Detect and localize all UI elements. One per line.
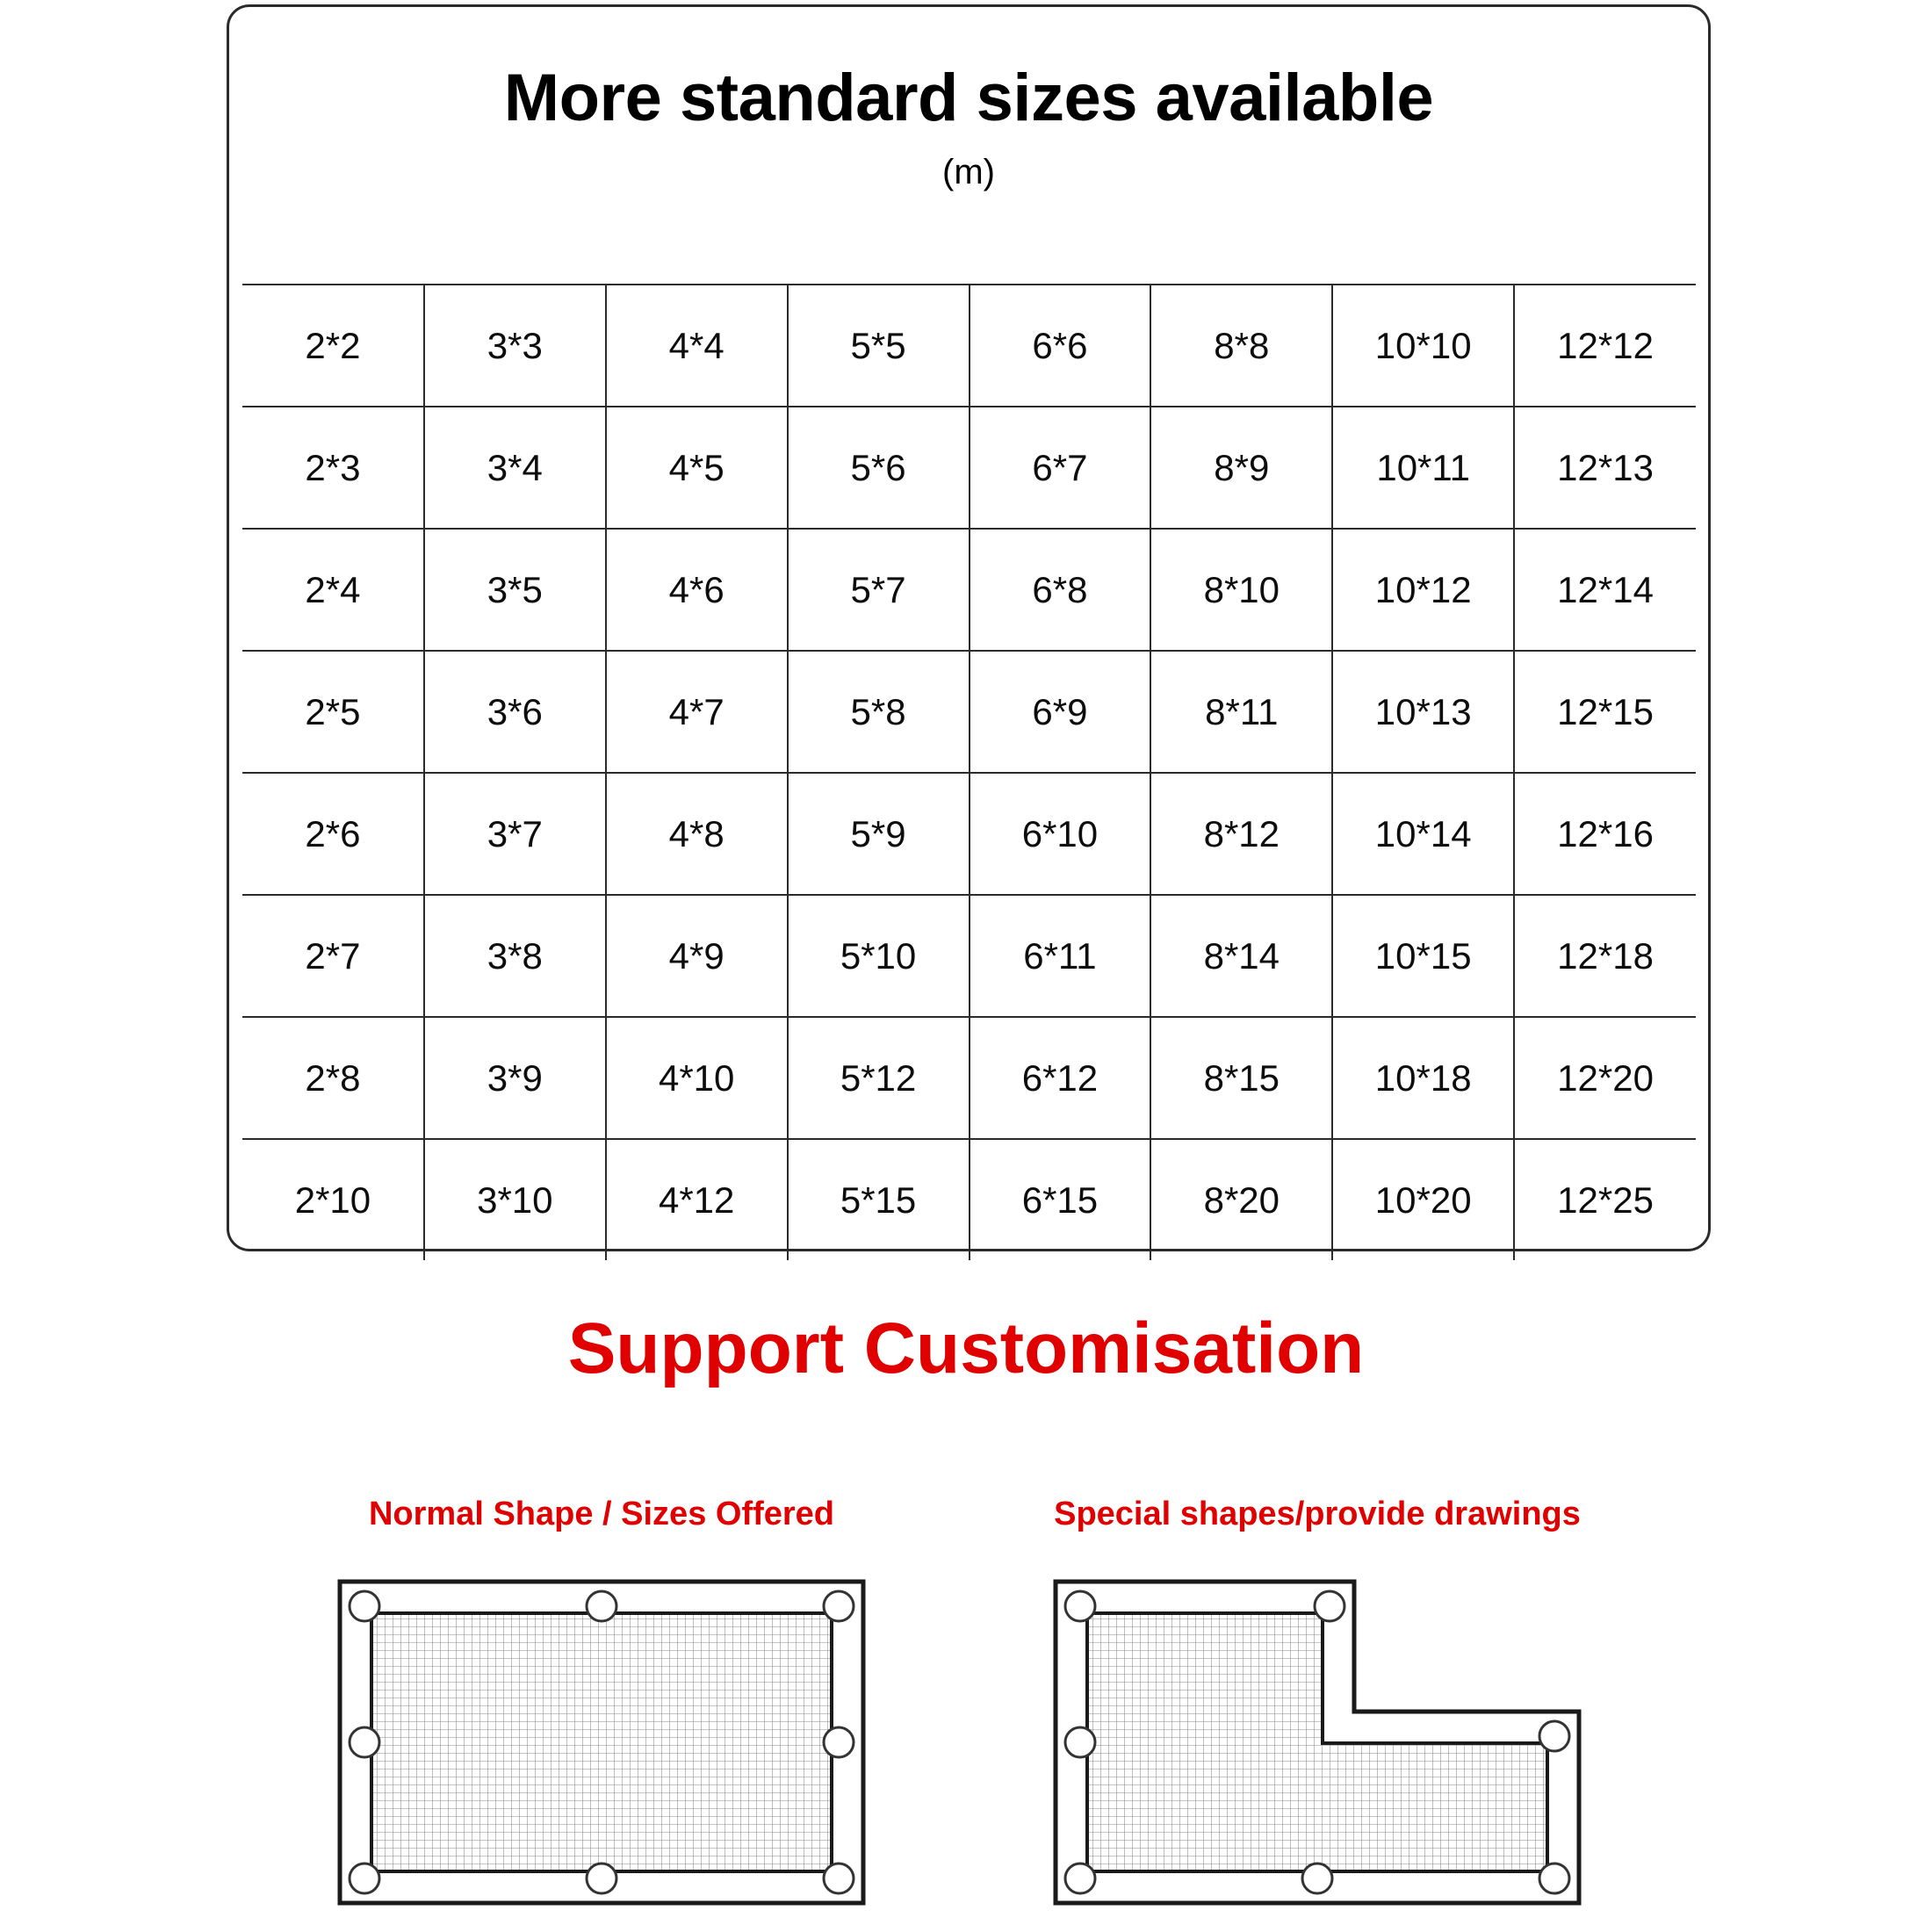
size-cell: 8*11 [1150, 651, 1332, 773]
table-row [242, 895, 1696, 1017]
size-cell: 8*14 [1150, 895, 1332, 1017]
table-row [242, 1139, 1696, 1260]
sizes-table [242, 284, 1696, 1260]
size-cell: 5*7 [788, 529, 970, 651]
size-cell: 6*12 [970, 1017, 1151, 1139]
size-cell: 10*15 [1332, 895, 1514, 1017]
rectangle-tarp-icon [329, 1571, 874, 1914]
size-cell: 2*7 [242, 895, 424, 1017]
size-cell: 12*15 [1514, 651, 1696, 773]
size-cell: 4*7 [606, 651, 788, 773]
shape-option-special [878, 1497, 1756, 1914]
size-cell: 2*6 [242, 773, 424, 895]
table-row [242, 1017, 1696, 1139]
table-row [242, 529, 1696, 651]
table-row [242, 407, 1696, 529]
size-cell: 5*9 [788, 773, 970, 895]
size-cell: 2*2 [242, 285, 424, 407]
size-cell: 2*10 [242, 1139, 424, 1260]
size-cell: 6*11 [970, 895, 1151, 1017]
size-cell: 8*10 [1150, 529, 1332, 651]
size-cell: 5*15 [788, 1139, 970, 1260]
size-cell: 8*8 [1150, 285, 1332, 407]
size-cell: 5*6 [788, 407, 970, 529]
size-cell: 8*9 [1150, 407, 1332, 529]
size-cell: 12*20 [1514, 1017, 1696, 1139]
size-cell: 12*16 [1514, 773, 1696, 895]
size-cell: 8*12 [1150, 773, 1332, 895]
table-row [242, 285, 1696, 407]
size-cell: 6*6 [970, 285, 1151, 407]
size-cell: 4*5 [606, 407, 788, 529]
size-cell: 3*5 [424, 529, 606, 651]
size-cell: 10*11 [1332, 407, 1514, 529]
size-cell: 3*7 [424, 773, 606, 895]
size-cell: 12*25 [1514, 1139, 1696, 1260]
size-cell: 12*18 [1514, 895, 1696, 1017]
size-cell: 4*8 [606, 773, 788, 895]
size-cell: 6*9 [970, 651, 1151, 773]
size-cell: 12*13 [1514, 407, 1696, 529]
size-cell: 10*10 [1332, 285, 1514, 407]
table-row [242, 773, 1696, 895]
unit-note: (m) [942, 153, 995, 191]
size-cell: 3*4 [424, 407, 606, 529]
size-cell: 12*14 [1514, 529, 1696, 651]
size-cell: 6*10 [970, 773, 1151, 895]
size-cell: 5*12 [788, 1017, 970, 1139]
size-cell: 10*18 [1332, 1017, 1514, 1139]
size-cell: 8*20 [1150, 1139, 1332, 1260]
support-customisation-heading: Support Customisation [567, 1308, 1365, 1388]
shape-options [0, 1497, 1932, 1932]
table-row [242, 651, 1696, 773]
shape-caption-normal: Normal Shape / Sizes Offered [368, 1496, 835, 1532]
size-cell: 6*8 [970, 529, 1151, 651]
size-cell: 4*9 [606, 895, 788, 1017]
size-cell: 10*20 [1332, 1139, 1514, 1260]
size-cell: 4*6 [606, 529, 788, 651]
size-cell: 10*14 [1332, 773, 1514, 895]
size-cell: 2*4 [242, 529, 424, 651]
size-cell: 5*10 [788, 895, 970, 1017]
size-cell: 2*5 [242, 651, 424, 773]
l-shaped-tarp-icon [1045, 1571, 1590, 1914]
size-cell: 6*7 [970, 407, 1151, 529]
size-cell: 10*13 [1332, 651, 1514, 773]
shape-caption-special: Special shapes/provide drawings [1054, 1496, 1581, 1532]
size-cell: 4*4 [606, 285, 788, 407]
size-cell: 2*8 [242, 1017, 424, 1139]
size-cell: 12*12 [1514, 285, 1696, 407]
size-cell: 3*9 [424, 1017, 606, 1139]
standard-sizes-panel [227, 4, 1711, 1251]
size-cell: 4*12 [606, 1139, 788, 1260]
size-cell: 8*15 [1150, 1017, 1332, 1139]
size-cell: 3*6 [424, 651, 606, 773]
size-cell: 3*3 [424, 285, 606, 407]
size-cell: 10*12 [1332, 529, 1514, 651]
size-cell: 3*10 [424, 1139, 606, 1260]
size-cell: 3*8 [424, 895, 606, 1017]
size-cell: 4*10 [606, 1017, 788, 1139]
size-cell: 2*3 [242, 407, 424, 529]
page-title: More standard sizes available [503, 61, 1434, 135]
size-cell: 6*15 [970, 1139, 1151, 1260]
size-cell: 5*8 [788, 651, 970, 773]
size-cell: 5*5 [788, 285, 970, 407]
